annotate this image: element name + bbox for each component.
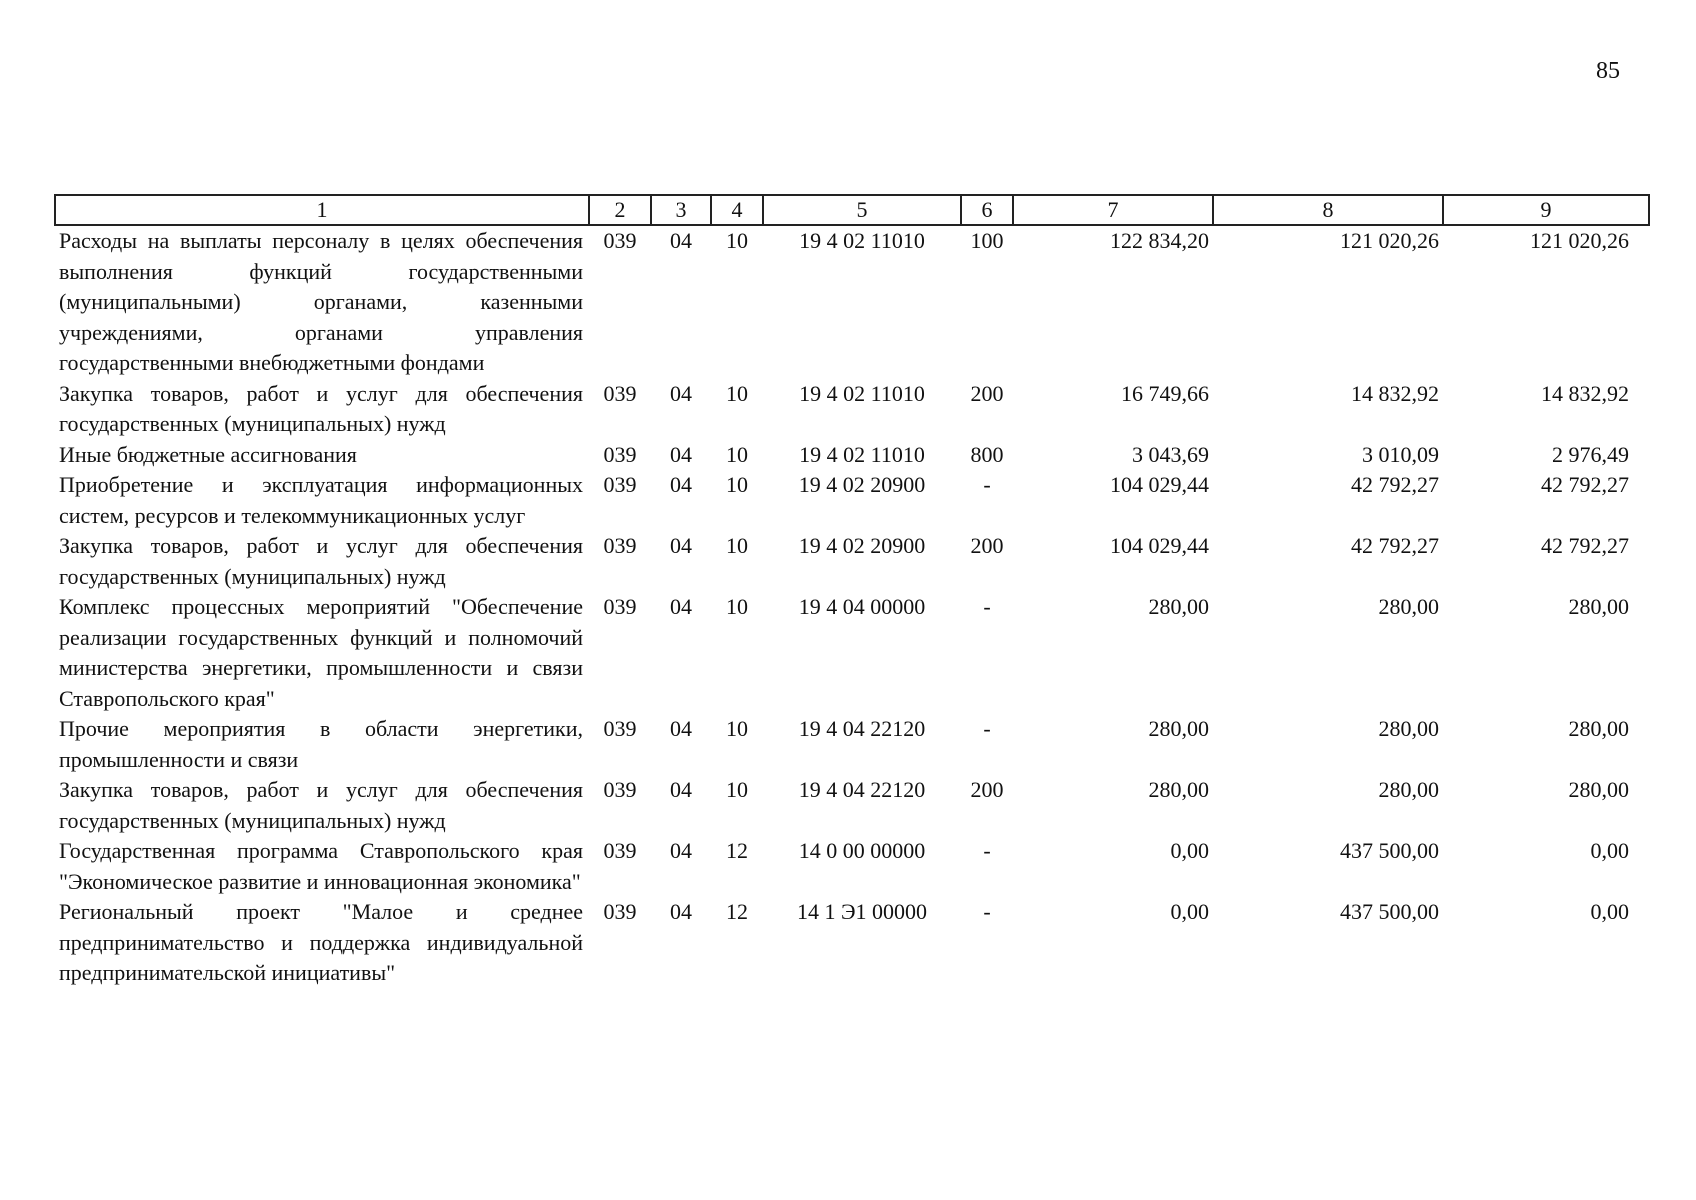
row-ministry-code: 039 <box>603 777 637 802</box>
row-amount-8: 437 500,00 <box>1340 838 1439 863</box>
row-target-code: 19 4 02 20900 <box>798 472 926 497</box>
row-subsection-code: 10 <box>726 441 748 467</box>
row-amount-9: 280,00 <box>1568 777 1629 802</box>
column-header: 9 <box>1443 195 1649 225</box>
row-amount-8: 42 792,27 <box>1351 472 1439 497</box>
row-subsection-code: 10 <box>726 380 748 406</box>
column-header: 3 <box>651 195 711 225</box>
row-name: Закупка товаров, работ и услуг для обеспечения государственных (муниципальных) нужд <box>59 777 583 833</box>
row-subsection-code: 12 <box>726 899 748 924</box>
row-expense-type: 200 <box>970 777 1004 802</box>
row-subsection-code: 10 <box>726 533 748 558</box>
row-subsection-code: 10 <box>726 594 748 619</box>
row-section-code: 04 <box>670 716 692 741</box>
row-expense-type: 200 <box>970 380 1004 406</box>
table-row <box>55 775 1649 836</box>
row-section-code: 04 <box>670 228 692 253</box>
column-header: 2 <box>589 195 651 225</box>
row-section-code: 04 <box>670 838 692 863</box>
row-amount-9: 121 020,26 <box>1530 228 1629 253</box>
row-amount-7: 280,00 <box>1148 777 1209 802</box>
row-amount-9: 42 792,27 <box>1541 533 1629 558</box>
row-amount-7: 122 834,20 <box>1110 228 1209 253</box>
row-amount-8: 3 010,09 <box>1362 441 1439 467</box>
row-expense-type: 800 <box>970 441 1004 467</box>
row-name: Государственная программа Ставропольского края "Экономическое развитие и инновационная экономика" <box>59 838 583 894</box>
row-amount-7: 0,00 <box>1170 899 1209 924</box>
row-subsection-code: 10 <box>726 716 748 741</box>
row-target-code: 19 4 02 11010 <box>799 228 925 253</box>
row-section-code: 04 <box>670 777 692 802</box>
row-amount-7: 280,00 <box>1148 594 1209 619</box>
row-name: Закупка товаров, работ и услуг для обеспечения государственных (муниципальных) нужд <box>59 533 583 589</box>
row-amount-8: 437 500,00 <box>1340 899 1439 924</box>
row-expense-type: - <box>983 838 991 863</box>
row-ministry-code: 039 <box>603 380 637 406</box>
row-subsection-code: 10 <box>726 472 748 497</box>
row-section-code: 04 <box>670 899 692 924</box>
row-target-code: 19 4 02 11010 <box>799 441 925 467</box>
table-row <box>55 379 1649 440</box>
row-amount-7: 104 029,44 <box>1110 533 1209 558</box>
row-ministry-code: 039 <box>603 228 637 253</box>
row-target-code: 19 4 02 11010 <box>799 380 925 406</box>
table-row <box>55 225 1649 379</box>
table-row <box>55 470 1649 531</box>
row-ministry-code: 039 <box>603 838 637 863</box>
row-expense-type: - <box>983 472 991 497</box>
row-amount-9: 42 792,27 <box>1541 472 1629 497</box>
row-target-code: 19 4 04 22120 <box>798 777 926 802</box>
row-amount-8: 14 832,92 <box>1351 380 1439 406</box>
row-section-code: 04 <box>670 380 692 406</box>
row-target-code: 19 4 02 20900 <box>798 533 926 558</box>
row-name: Прочие мероприятия в области энергетики, промышленности и связи <box>59 716 583 772</box>
row-name: Закупка товаров, работ и услуг для обеспечения государственных (муниципальных) нужд <box>59 380 583 436</box>
row-amount-7: 16 749,66 <box>1121 380 1209 406</box>
row-ministry-code: 039 <box>603 594 637 619</box>
row-target-code: 14 0 00 00000 <box>798 838 926 863</box>
row-ministry-code: 039 <box>603 472 637 497</box>
table-row <box>55 714 1649 775</box>
row-amount-9: 14 832,92 <box>1541 380 1629 406</box>
row-amount-8: 121 020,26 <box>1340 228 1439 253</box>
row-amount-9: 2 976,49 <box>1552 441 1629 467</box>
row-section-code: 04 <box>670 441 692 467</box>
row-amount-8: 42 792,27 <box>1351 533 1439 558</box>
table-row <box>55 897 1649 989</box>
row-name: Приобретение и эксплуатация информационных систем, ресурсов и телекоммуникационных услуг <box>59 472 583 528</box>
row-section-code: 04 <box>670 533 692 558</box>
row-section-code: 04 <box>670 472 692 497</box>
row-section-code: 04 <box>670 594 692 619</box>
table-row <box>55 592 1649 714</box>
row-amount-9: 280,00 <box>1568 716 1629 741</box>
row-amount-7: 0,00 <box>1170 838 1209 863</box>
row-ministry-code: 039 <box>603 441 637 467</box>
row-name: Расходы на выплаты персоналу в целях обеспечения выполнения функций государственными (муниципальными) органами, казенными учреждениями, органами управления государственными внебюджетными фондами <box>59 228 583 375</box>
row-expense-type: - <box>983 594 991 619</box>
row-target-code: 14 1 Э1 00000 <box>796 899 928 924</box>
row-amount-7: 104 029,44 <box>1110 472 1209 497</box>
row-amount-9: 280,00 <box>1568 594 1629 619</box>
column-header: 8 <box>1213 195 1443 225</box>
row-expense-type: - <box>983 716 991 741</box>
table-row <box>55 440 1649 471</box>
column-header: 6 <box>961 195 1013 225</box>
row-target-code: 19 4 04 22120 <box>798 716 926 741</box>
row-name: Комплекс процессных мероприятий "Обеспечение реализации государственных функций и полномочий министерства энергетики, промышленности и связи Ставропольского края" <box>59 594 583 711</box>
row-amount-9: 0,00 <box>1590 838 1629 863</box>
column-header: 4 <box>711 195 763 225</box>
row-name: Региональный проект "Малое и среднее предпринимательство и поддержка индивидуальной предпринимательской инициативы" <box>59 899 583 985</box>
page-number: 85 <box>1596 58 1620 84</box>
column-header: 5 <box>763 195 961 225</box>
row-expense-type: - <box>983 899 991 924</box>
column-header: 1 <box>55 195 589 225</box>
row-amount-8: 280,00 <box>1378 594 1439 619</box>
row-subsection-code: 12 <box>726 838 748 863</box>
row-amount-8: 280,00 <box>1378 777 1439 802</box>
column-header: 7 <box>1013 195 1213 225</box>
table-row <box>55 531 1649 592</box>
row-ministry-code: 039 <box>603 716 637 741</box>
row-ministry-code: 039 <box>603 533 637 558</box>
budget-table <box>54 194 1650 989</box>
row-amount-9: 0,00 <box>1590 899 1629 924</box>
row-subsection-code: 10 <box>726 228 748 253</box>
row-amount-8: 280,00 <box>1378 716 1439 741</box>
row-ministry-code: 039 <box>603 899 637 924</box>
row-expense-type: 200 <box>970 533 1004 558</box>
row-target-code: 19 4 04 00000 <box>798 594 926 619</box>
row-expense-type: 100 <box>970 228 1004 253</box>
row-name: Иные бюджетные ассигнования <box>59 441 357 467</box>
row-subsection-code: 10 <box>726 777 748 802</box>
row-amount-7: 280,00 <box>1148 716 1209 741</box>
header-row <box>55 195 1649 225</box>
row-amount-7: 3 043,69 <box>1132 441 1209 467</box>
table-row <box>55 836 1649 897</box>
